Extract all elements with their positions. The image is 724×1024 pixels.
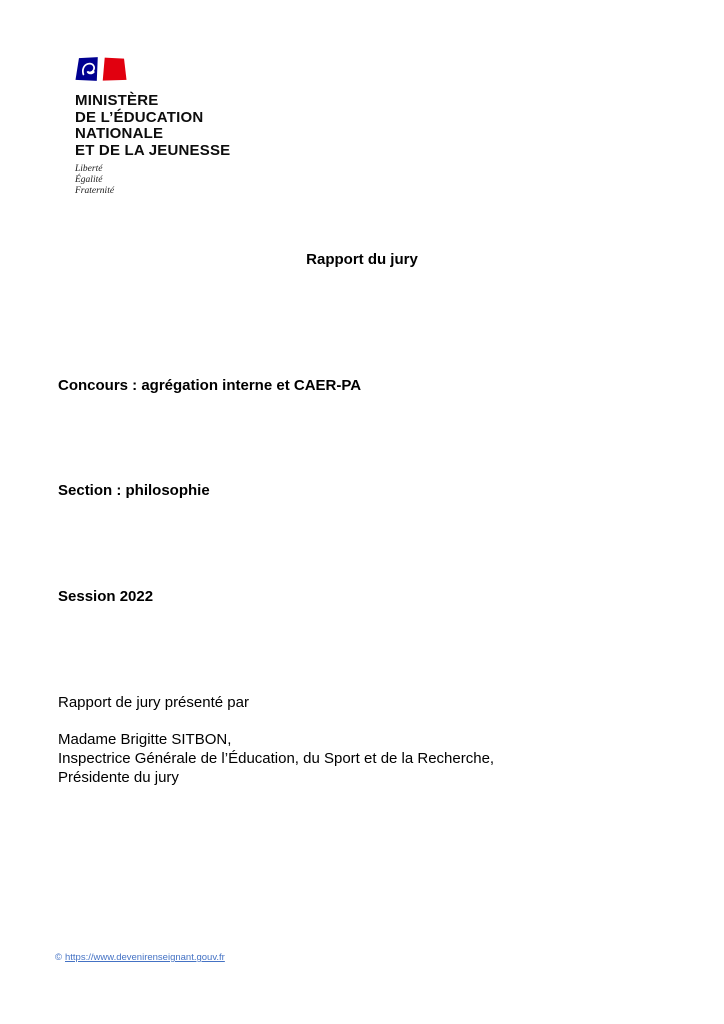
- section-line: Section : philosophie: [58, 482, 210, 499]
- copyright-symbol: ©: [55, 952, 62, 963]
- motto-line: Fraternité: [75, 186, 115, 196]
- ministry-name: [75, 93, 230, 159]
- ministry-name-line: ET DE LA JEUNESSE: [75, 141, 231, 159]
- page-footer: [55, 952, 225, 964]
- session-line: Session 2022: [58, 588, 154, 605]
- french-flag-icon: [75, 57, 127, 82]
- republic-motto: [75, 164, 230, 197]
- motto-line: Liberté: [75, 164, 103, 174]
- presenter-title: Présidente du jury: [58, 769, 179, 786]
- ministry-name-line: NATIONALE: [75, 125, 164, 142]
- presented-by-intro: Rapport de jury présenté par: [58, 694, 249, 711]
- presenter-role: Inspectrice Générale de l’Éducation, du Sport et de la Recherche,: [58, 750, 495, 767]
- ministry-name-line: DE L’ÉDUCATION: [75, 108, 204, 126]
- presenter-name: Madame Brigitte SITBON,: [58, 731, 232, 748]
- ministry-name-line: MINISTÈRE: [75, 92, 159, 109]
- report-title: Rapport du jury: [306, 251, 418, 268]
- motto-line: Égalité: [75, 175, 103, 185]
- presenter-block: [58, 730, 494, 787]
- concours-line: Concours : agrégation interne et CAER-PA: [58, 377, 362, 394]
- footer-link[interactable]: https://www.devenirenseignant.gouv.fr: [65, 952, 225, 963]
- ministry-header: [75, 57, 230, 197]
